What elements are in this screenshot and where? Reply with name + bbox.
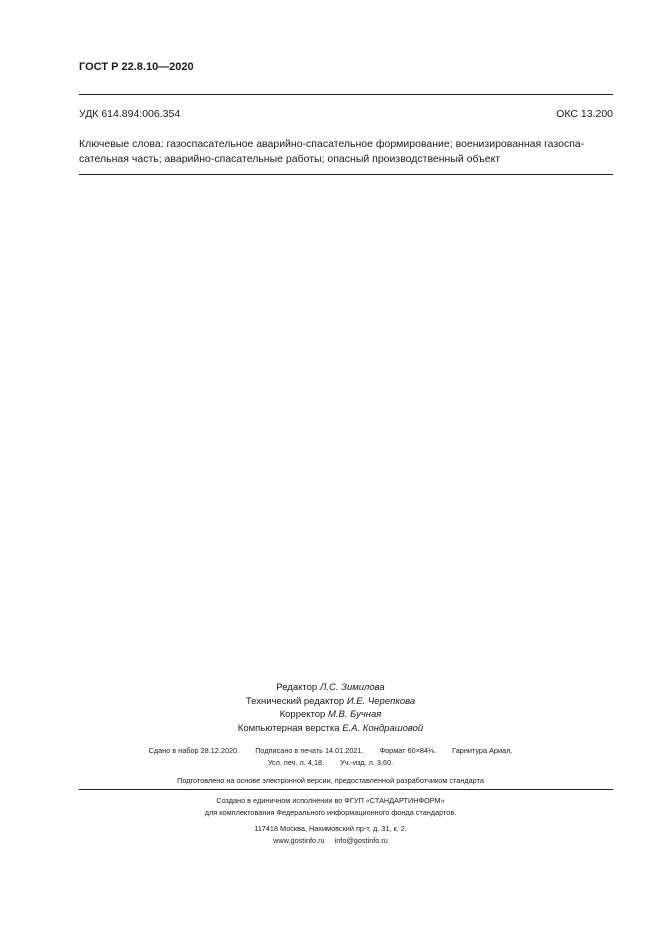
header-rule — [79, 94, 613, 95]
keywords-line-2: сательная часть; аварийно-спасательные работы; опасный производственный объект — [79, 153, 501, 165]
corrector-role: Корректор — [279, 709, 326, 720]
keywords-block — [79, 137, 613, 167]
layout-name: Е.А. Кондрашовой — [342, 722, 424, 734]
udk-code: УДК 614.894:006.354 — [79, 108, 181, 120]
layout-role: Компьютерная верстка — [237, 722, 340, 734]
credit-editor — [0, 681, 661, 695]
imprint-line-1 — [0, 746, 661, 755]
credit-tech-editor — [0, 695, 661, 709]
credits-block — [0, 681, 661, 735]
imprint-font: Гарнитура Ариал. — [452, 746, 513, 755]
corrector-name: М.В. Бучная — [327, 709, 382, 720]
footer-address: 117418 Москва, Нахимовский пр-т, д. 31, к. 2. — [254, 824, 407, 833]
editor-role: Редактор — [276, 682, 318, 693]
imprint-format: Формат 60×84⅛. — [379, 746, 437, 755]
footer-rule — [79, 789, 613, 790]
publisher-footer — [0, 795, 661, 847]
footer-email[interactable]: info@gostinfo.ru — [334, 836, 388, 845]
imprint-signed: Подписано в печать 14.01.2021. — [255, 746, 364, 755]
footer-line-1: Создано в единичном исполнении во ФГУП «СТАНДАРТИНФОРМ» — [216, 796, 445, 805]
tech-editor-name: И.Е. Черепкова — [346, 695, 416, 707]
standard-id: ГОСТ Р 22.8.10—2020 — [79, 61, 194, 73]
imprint-print-sheets: Усл. печ. л. 4,18. — [267, 758, 325, 767]
footer-contacts — [0, 835, 661, 847]
tech-editor-role: Технический редактор — [245, 695, 345, 707]
imprint-line-2 — [0, 758, 661, 767]
editor-name: Л.С. Зимилова — [319, 682, 385, 693]
footer-line-2: для комплектования Федерального информационного фонда стандартов. — [204, 808, 457, 817]
credit-corrector — [0, 708, 661, 722]
keywords-line-1: Ключевые слова: газоспасательное аварийно-спасательное формирование; военизированная газоспа- — [79, 138, 585, 150]
imprint-publish-sheets: Уч.-изд. л. 3,60. — [340, 758, 394, 767]
imprint-sent: Сдано в набор 28.12.2020. — [148, 746, 240, 755]
keywords-rule — [79, 174, 613, 175]
prepared-note: Подготовлено на основе электронной версии, предоставленной разработчиком стандарта — [177, 776, 484, 785]
credit-layout — [0, 722, 661, 736]
oks-code: ОКС 13.200 — [556, 108, 613, 120]
footer-website[interactable]: www.gostinfo.ru — [273, 836, 325, 845]
